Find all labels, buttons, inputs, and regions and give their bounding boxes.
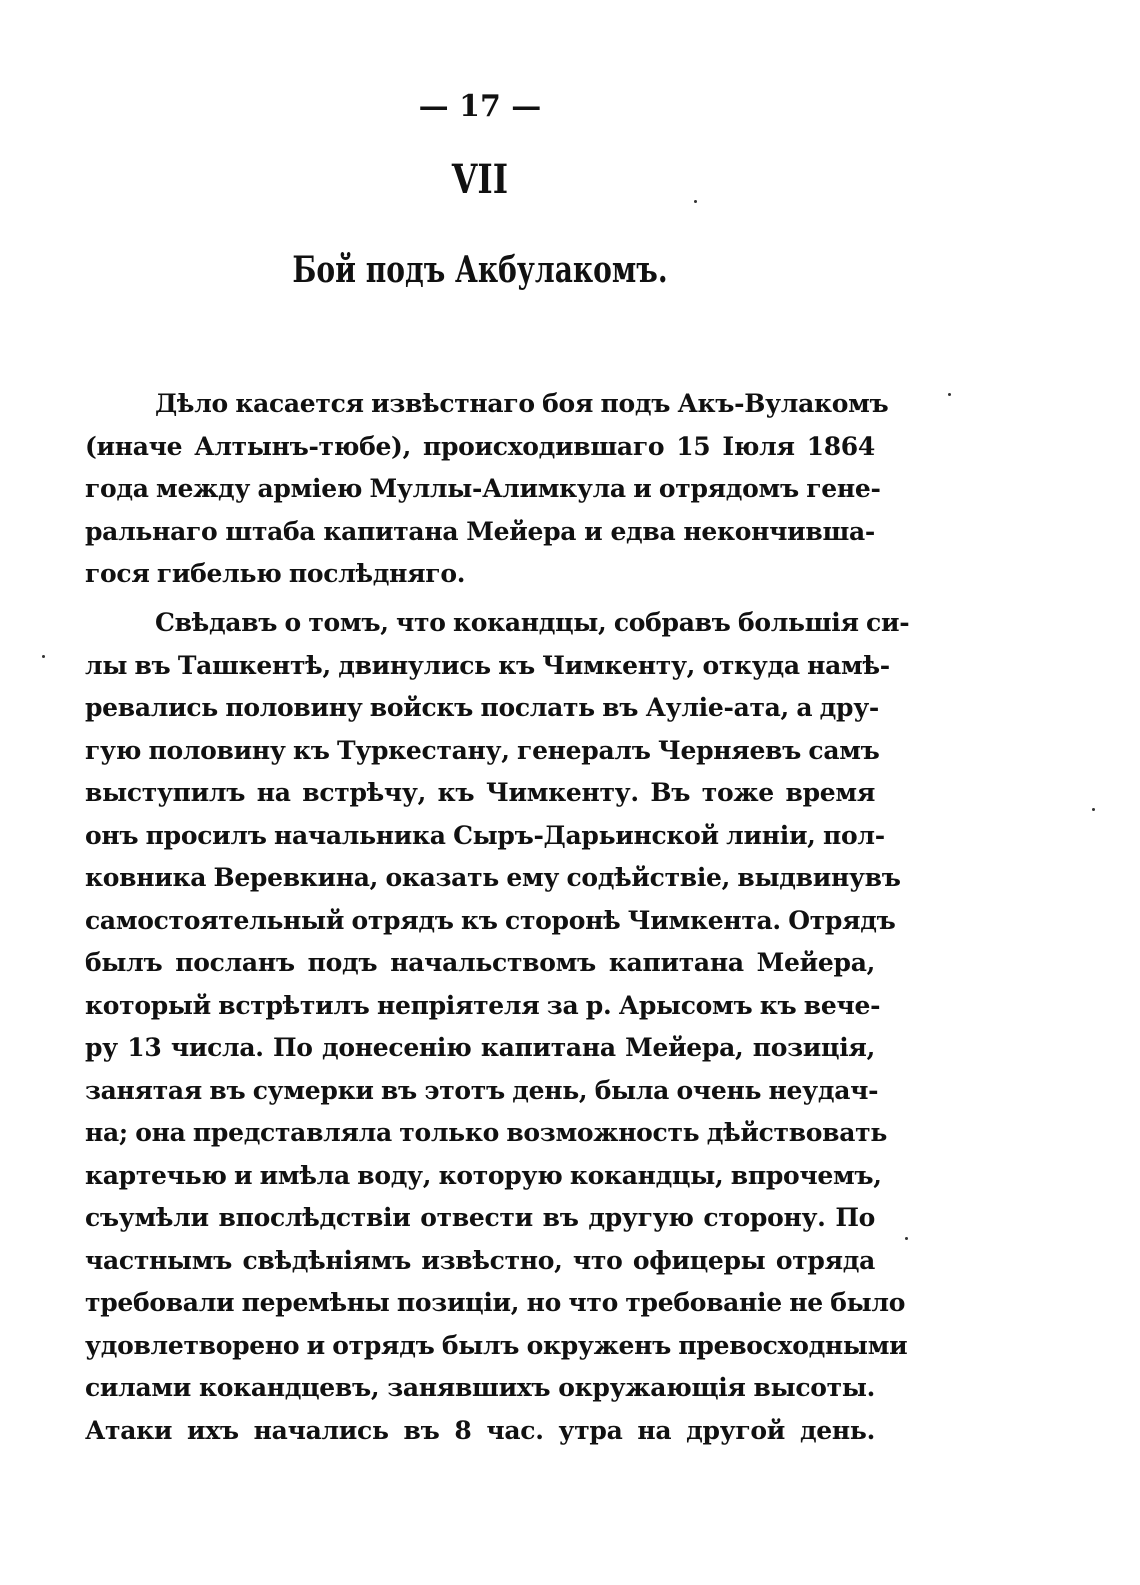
text-line: занятая въ сумерки въ этотъ день, была очень неудач-	[85, 1075, 879, 1105]
text-line: ковника Веревкина, оказать ему содѣйствіе, выдвинувъ	[85, 863, 901, 892]
text-line: ру 13 числа. По донесенію капитана Мейера, позиція,	[85, 1033, 875, 1062]
text-line: частнымъ свѣдѣніямъ извѣстно, что офицеры отряда	[85, 1245, 875, 1275]
scan-speck	[694, 200, 697, 203]
text-line: выступилъ на встрѣчу, къ Чимкенту. Въ тоже время	[85, 778, 875, 807]
chapter-title: Бой подъ Акбулакомъ.	[292, 249, 668, 291]
text-line: (иначе Алтынъ-тюбе), происходившаго 15 Іюля 1864	[85, 431, 875, 461]
paragraph-1	[85, 383, 889, 596]
text-line: силами кокандцевъ, занявшихъ окружающія высоты.	[85, 1373, 875, 1402]
text-line: былъ посланъ подъ начальствомъ капитана Мейера,	[85, 948, 875, 977]
text-line: ревались половину войскъ послать въ Ауліе-ата, а дру-	[85, 693, 879, 722]
text-line: Атаки ихъ начались въ 8 час. утра на другой день.	[85, 1415, 875, 1445]
text-line: гую половину къ Туркестану, генералъ Черняевъ самъ	[85, 735, 880, 765]
text-line: ральнаго штаба капитана Мейера и едва некончивша-	[85, 516, 875, 546]
scan-speck	[905, 1237, 908, 1240]
text-line: Дѣло касается извѣстнаго боя подъ Акъ-Вулакомъ	[155, 389, 889, 418]
text-line: на; она представляла только возможность дѣйствовать	[85, 1118, 888, 1147]
text-line: съумѣли впослѣдствіи отвести въ другую сторону. По	[85, 1203, 875, 1232]
page-number: — 17 —	[418, 89, 542, 124]
paragraph-2	[85, 602, 910, 1452]
chapter-number: VII	[451, 156, 509, 203]
text-line: картечью и имѣла воду, которую кокандцы, впрочемъ,	[85, 1160, 882, 1190]
text-line: удовлетворено и отрядъ былъ окруженъ превосходными	[85, 1330, 908, 1360]
text-line: требовали перемѣны позиціи, но что требованіе не было	[85, 1288, 906, 1317]
text-line: самостоятельный отрядъ къ сторонѣ Чимкента. Отрядъ	[85, 905, 896, 935]
scan-speck	[1092, 808, 1095, 811]
text-line: гося гибелью послѣдняго.	[85, 559, 466, 588]
text-line: лы въ Ташкентѣ, двинулись къ Чимкенту, откуда намѣ-	[85, 650, 890, 680]
text-line: Свѣдавъ о томъ, что кокандцы, собравъ большія си-	[155, 608, 910, 637]
text-line: года между арміею Муллы-Алимкула и отрядомъ гене-	[85, 474, 881, 503]
scan-speck	[42, 655, 45, 658]
text-line: который встрѣтилъ непріятеля за р. Арысомъ къ вече-	[85, 990, 881, 1020]
text-line: онъ просилъ начальника Сыръ-Дарьинской линіи, пол-	[85, 820, 885, 850]
scan-speck	[948, 393, 951, 396]
